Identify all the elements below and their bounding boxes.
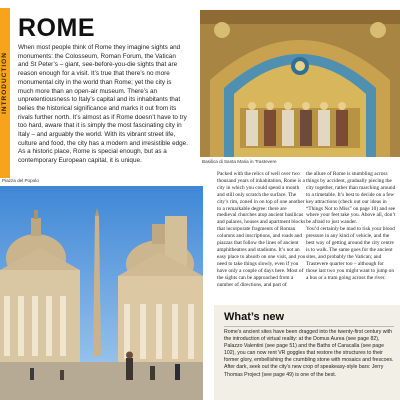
intro-paragraph: When most people think of Rome they imagine sights and monuments: the Colosseum, Roman Forum, the Vatican and St Peter’s – giant, see-before-you-die sights that are reason enough for a visit. It’s true that there’s no more monumental city in the world than Rome; yet the city is much more than an open-air museum. There’s an unpretentiousness to Italy’s capital and its inhabitants that belies the historical significance and marks it out from its rivals further north. It’s almost as if Rome doesn’t have to try too hard, aware that it is simply the most fascinating city in Italy – and arguably the world. With its vibrant street life, culture and food, the city has a modern and irresistible edge. As a historic place, Rome is special enough, but as a contemporary European capital, it is unique.	[18, 44, 188, 165]
piazza-del-popolo-photo	[0, 186, 203, 400]
body-column-1: Packed with the relics of well over two thousand years of inhabitation, Rome is a city in which you could spend a month and still only scratch the surface. The city’s rim, zoned in on top of one another to a remarkable degree: there are medieval churches atop ancient basilicas and palaces, houses and apartment blocks that incorporate fragments of Roman columns and inscriptions, and roads and piazzas that follow the lines of ancient amphitheatres and stadiums. It’s not an easy place to absorb on one visit, and you need to take things slowly, even if you have only a couple of days here. Most of the sights can be approached from a number of directions, and part of	[217, 171, 306, 288]
whats-new-divider	[224, 326, 394, 327]
whats-new-box	[214, 305, 400, 400]
whats-new-text: Rome’s ancient sites have been dragged into the twenty-first century with the introduction of virtual reality: at the Domus Aurea (see page 82), Palazzo Valentini (see page 51) and the Baths of Caracalla (see page 102), you can now rent VR goggles that restore the structures to their former glory, embellishing the crumbling stone with mosaics and frescoes. After dark, seek out the city’s new crop of speakeasy-style bars: Jerry Thomas Project (see page 49) is one of the best.	[224, 329, 394, 378]
santa-maria-mosaic-photo	[200, 10, 400, 157]
section-tab-label: INTRODUCTION	[1, 52, 8, 114]
body-column-2: the allure of Rome is stumbling across things by accident, gradually piecing the city together, rather than marching around to a timetable. It’s best to decide on a few key attractions (check out our ideas in “Things Not to Miss” on page 10) and see where your feet take you. Above all, don’t be afraid to just wander. You’d certainly be mad to risk your blood pressure in any kind of vehicle, and the best way of getting around the city centre is to walk. The same goes for the ancient sites, and probably the Vatican; and Trastevere quarter too – although for those last two you might want to jump on a bus or a tram going across the river.	[306, 171, 396, 281]
whats-new-title: What’s new	[224, 311, 285, 323]
page-title: ROME	[18, 14, 95, 42]
photo-caption-left: Piazza del Popolo	[2, 178, 39, 183]
photo-caption-right: Basilica di Santa Maria in Trastevere	[202, 159, 277, 164]
section-tab	[0, 8, 10, 178]
